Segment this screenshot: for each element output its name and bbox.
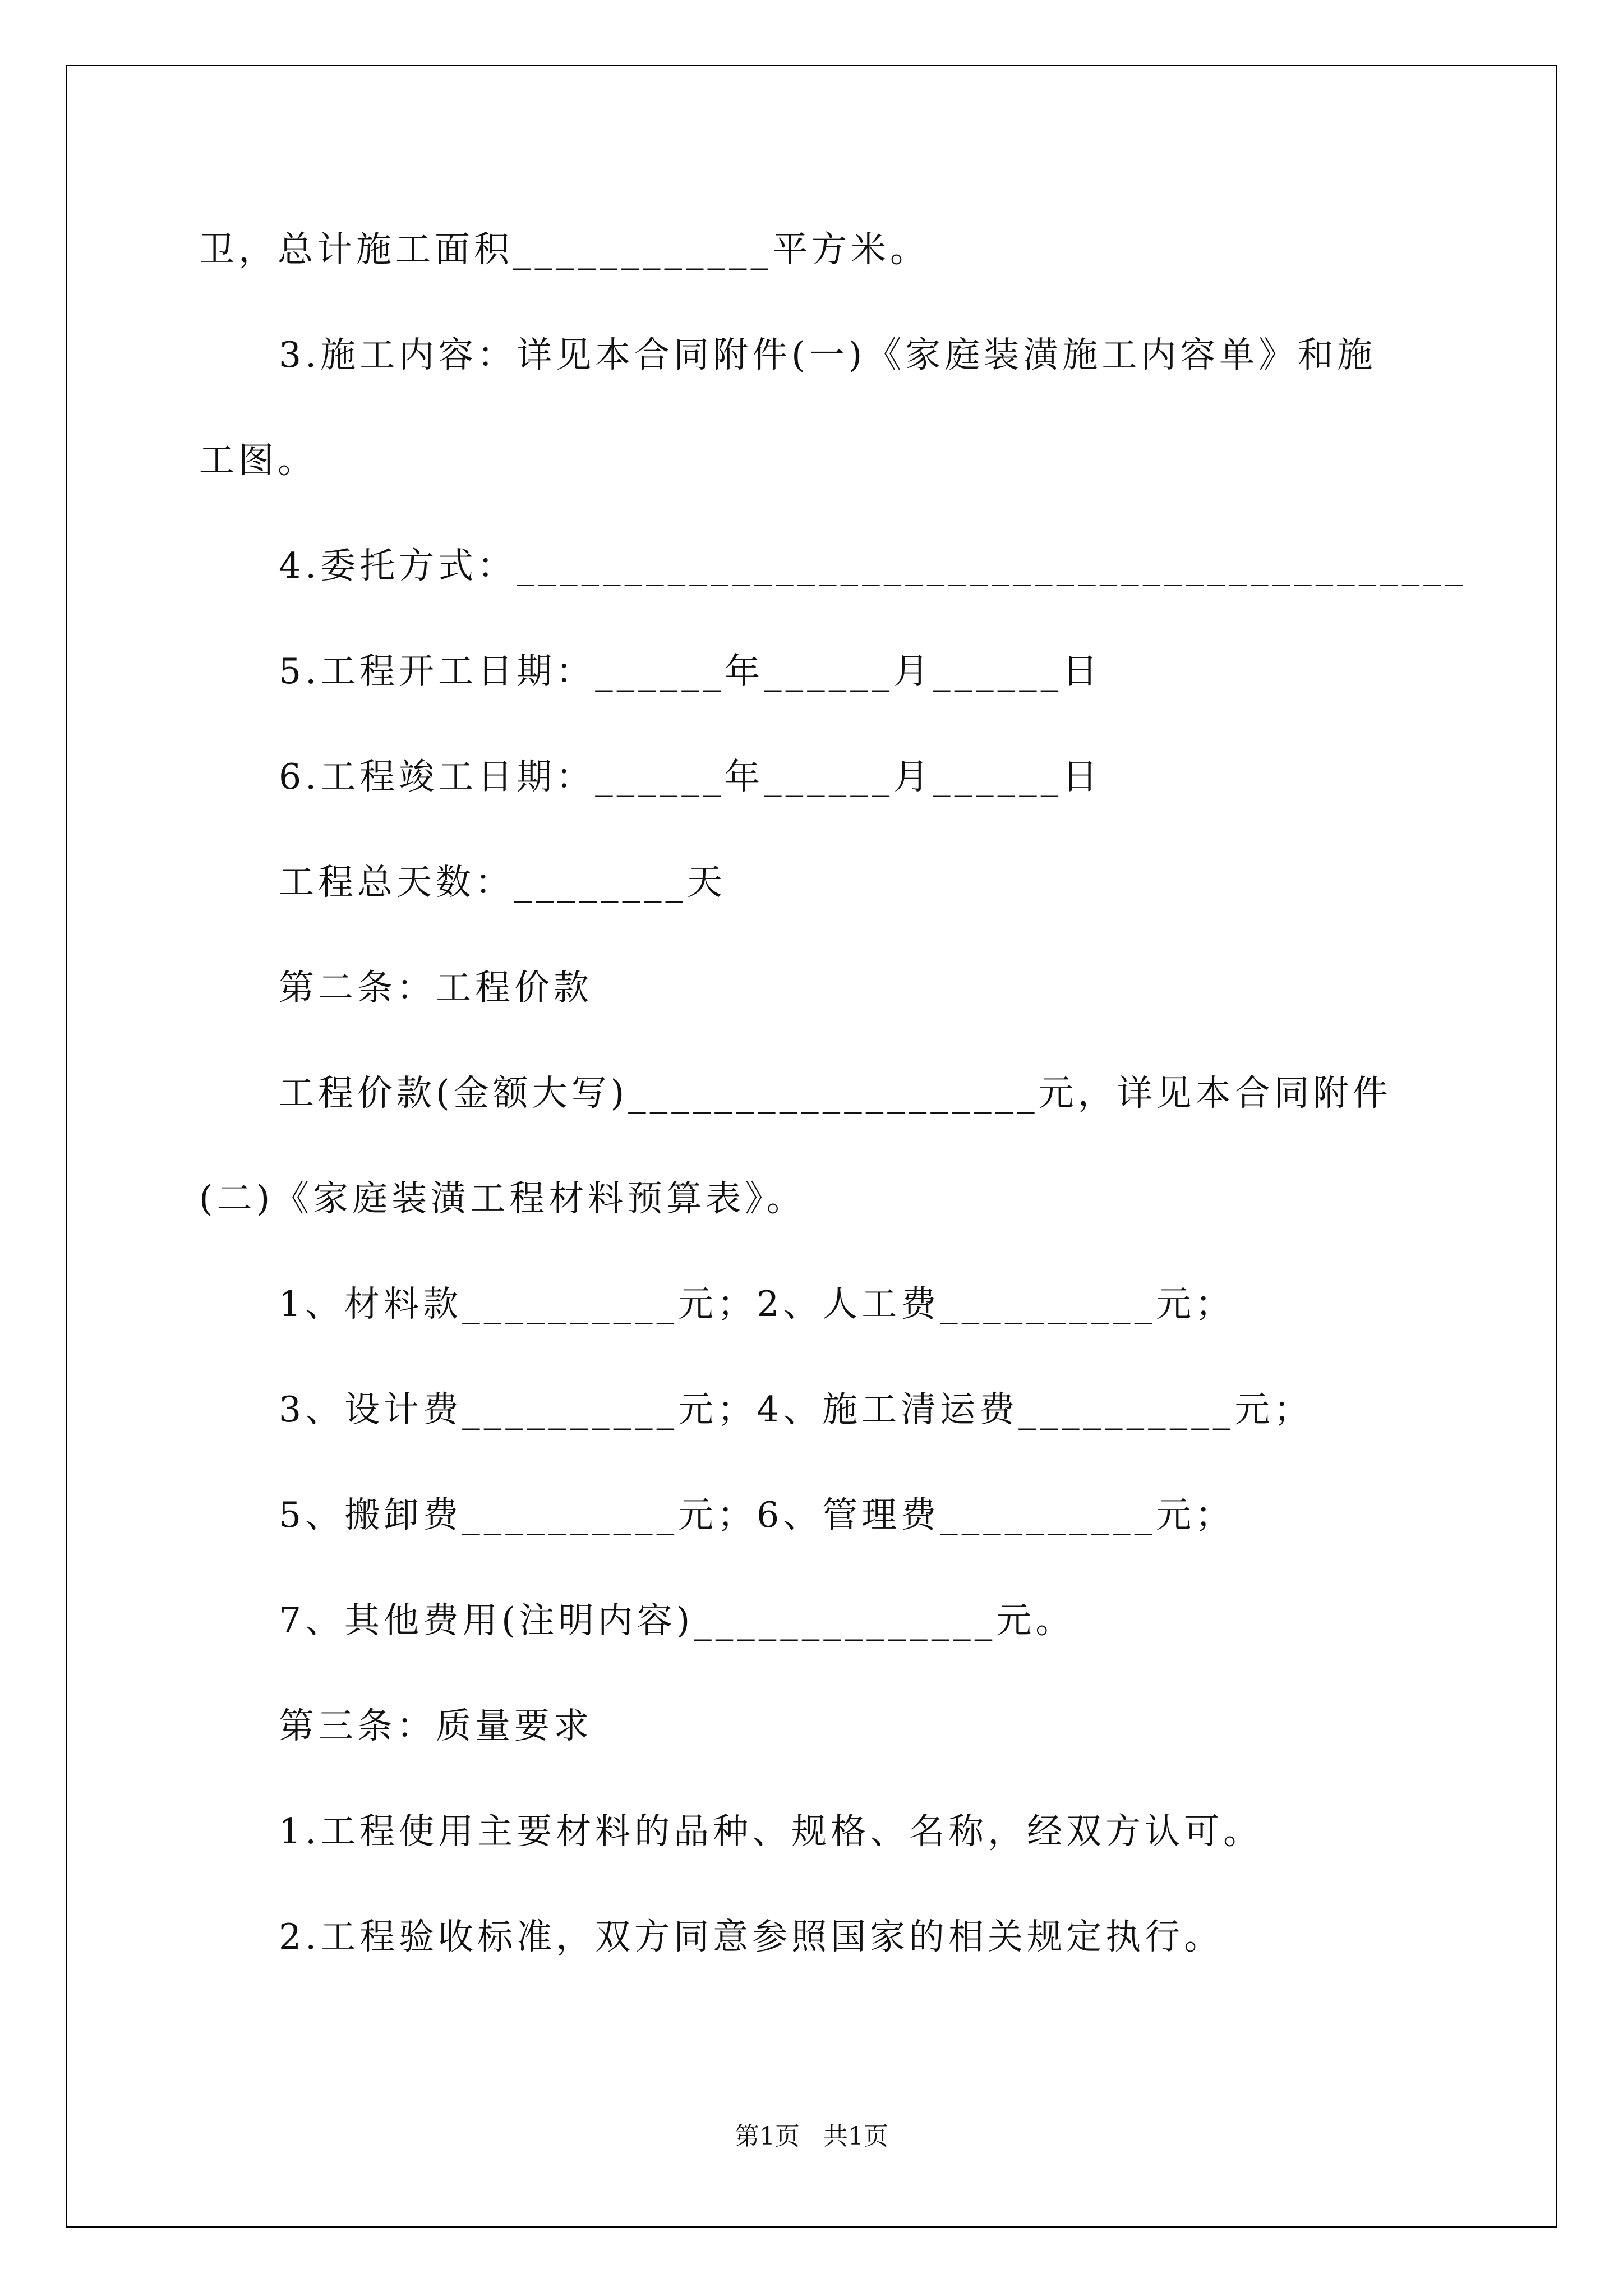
section-heading-price: 第二条：工程价款 bbox=[279, 967, 593, 1008]
text-line-acceptance-standard: 2.工程验收标准，双方同意参照国家的相关规定执行。 bbox=[279, 1916, 1224, 1957]
text-line-material-labor: 1、材料款__________元；2、人工费__________元； bbox=[279, 1283, 1235, 1324]
section-heading-quality: 第三条：质量要求 bbox=[279, 1705, 593, 1746]
text-line-other-fees: 7、其他费用(注明内容)______________元。 bbox=[279, 1600, 1075, 1641]
text-line-start-date: 5.工程开工日期：______年______月______日 bbox=[279, 651, 1102, 692]
text-line-moving-management: 5、搬卸费__________元；6、管理费__________元； bbox=[279, 1494, 1235, 1535]
text-line-materials-approval: 1.工程使用主要材料的品种、规格、名称，经双方认可。 bbox=[279, 1811, 1263, 1852]
text-line-budget-table: (二)《家庭装潢工程材料预算表》。 bbox=[199, 1178, 806, 1219]
page-border bbox=[66, 65, 1557, 2228]
text-line-commission-method: 4.委托方式：____________________________________________ bbox=[279, 545, 1467, 586]
text-line-construction-content: 3.施工内容：详见本合同附件(一)《家庭装潢施工内容单》和施 bbox=[279, 334, 1377, 375]
text-line-completion-date: 6.工程竣工日期：______年______月______日 bbox=[279, 756, 1102, 797]
text-line-total-days: 工程总天数：________天 bbox=[279, 862, 726, 903]
text-line-design-cleanup: 3、设计费__________元；4、施工清运费__________元； bbox=[279, 1389, 1313, 1430]
text-line-price-amount: 工程价款(金额大写)___________________元，详见本合同附件 bbox=[279, 1073, 1392, 1114]
page-footer: 第1页 共1页 bbox=[735, 2122, 888, 2151]
text-line-construction-drawing: 工图。 bbox=[199, 440, 317, 481]
text-line-area: 卫，总计施工面积____________平方米。 bbox=[199, 229, 929, 270]
